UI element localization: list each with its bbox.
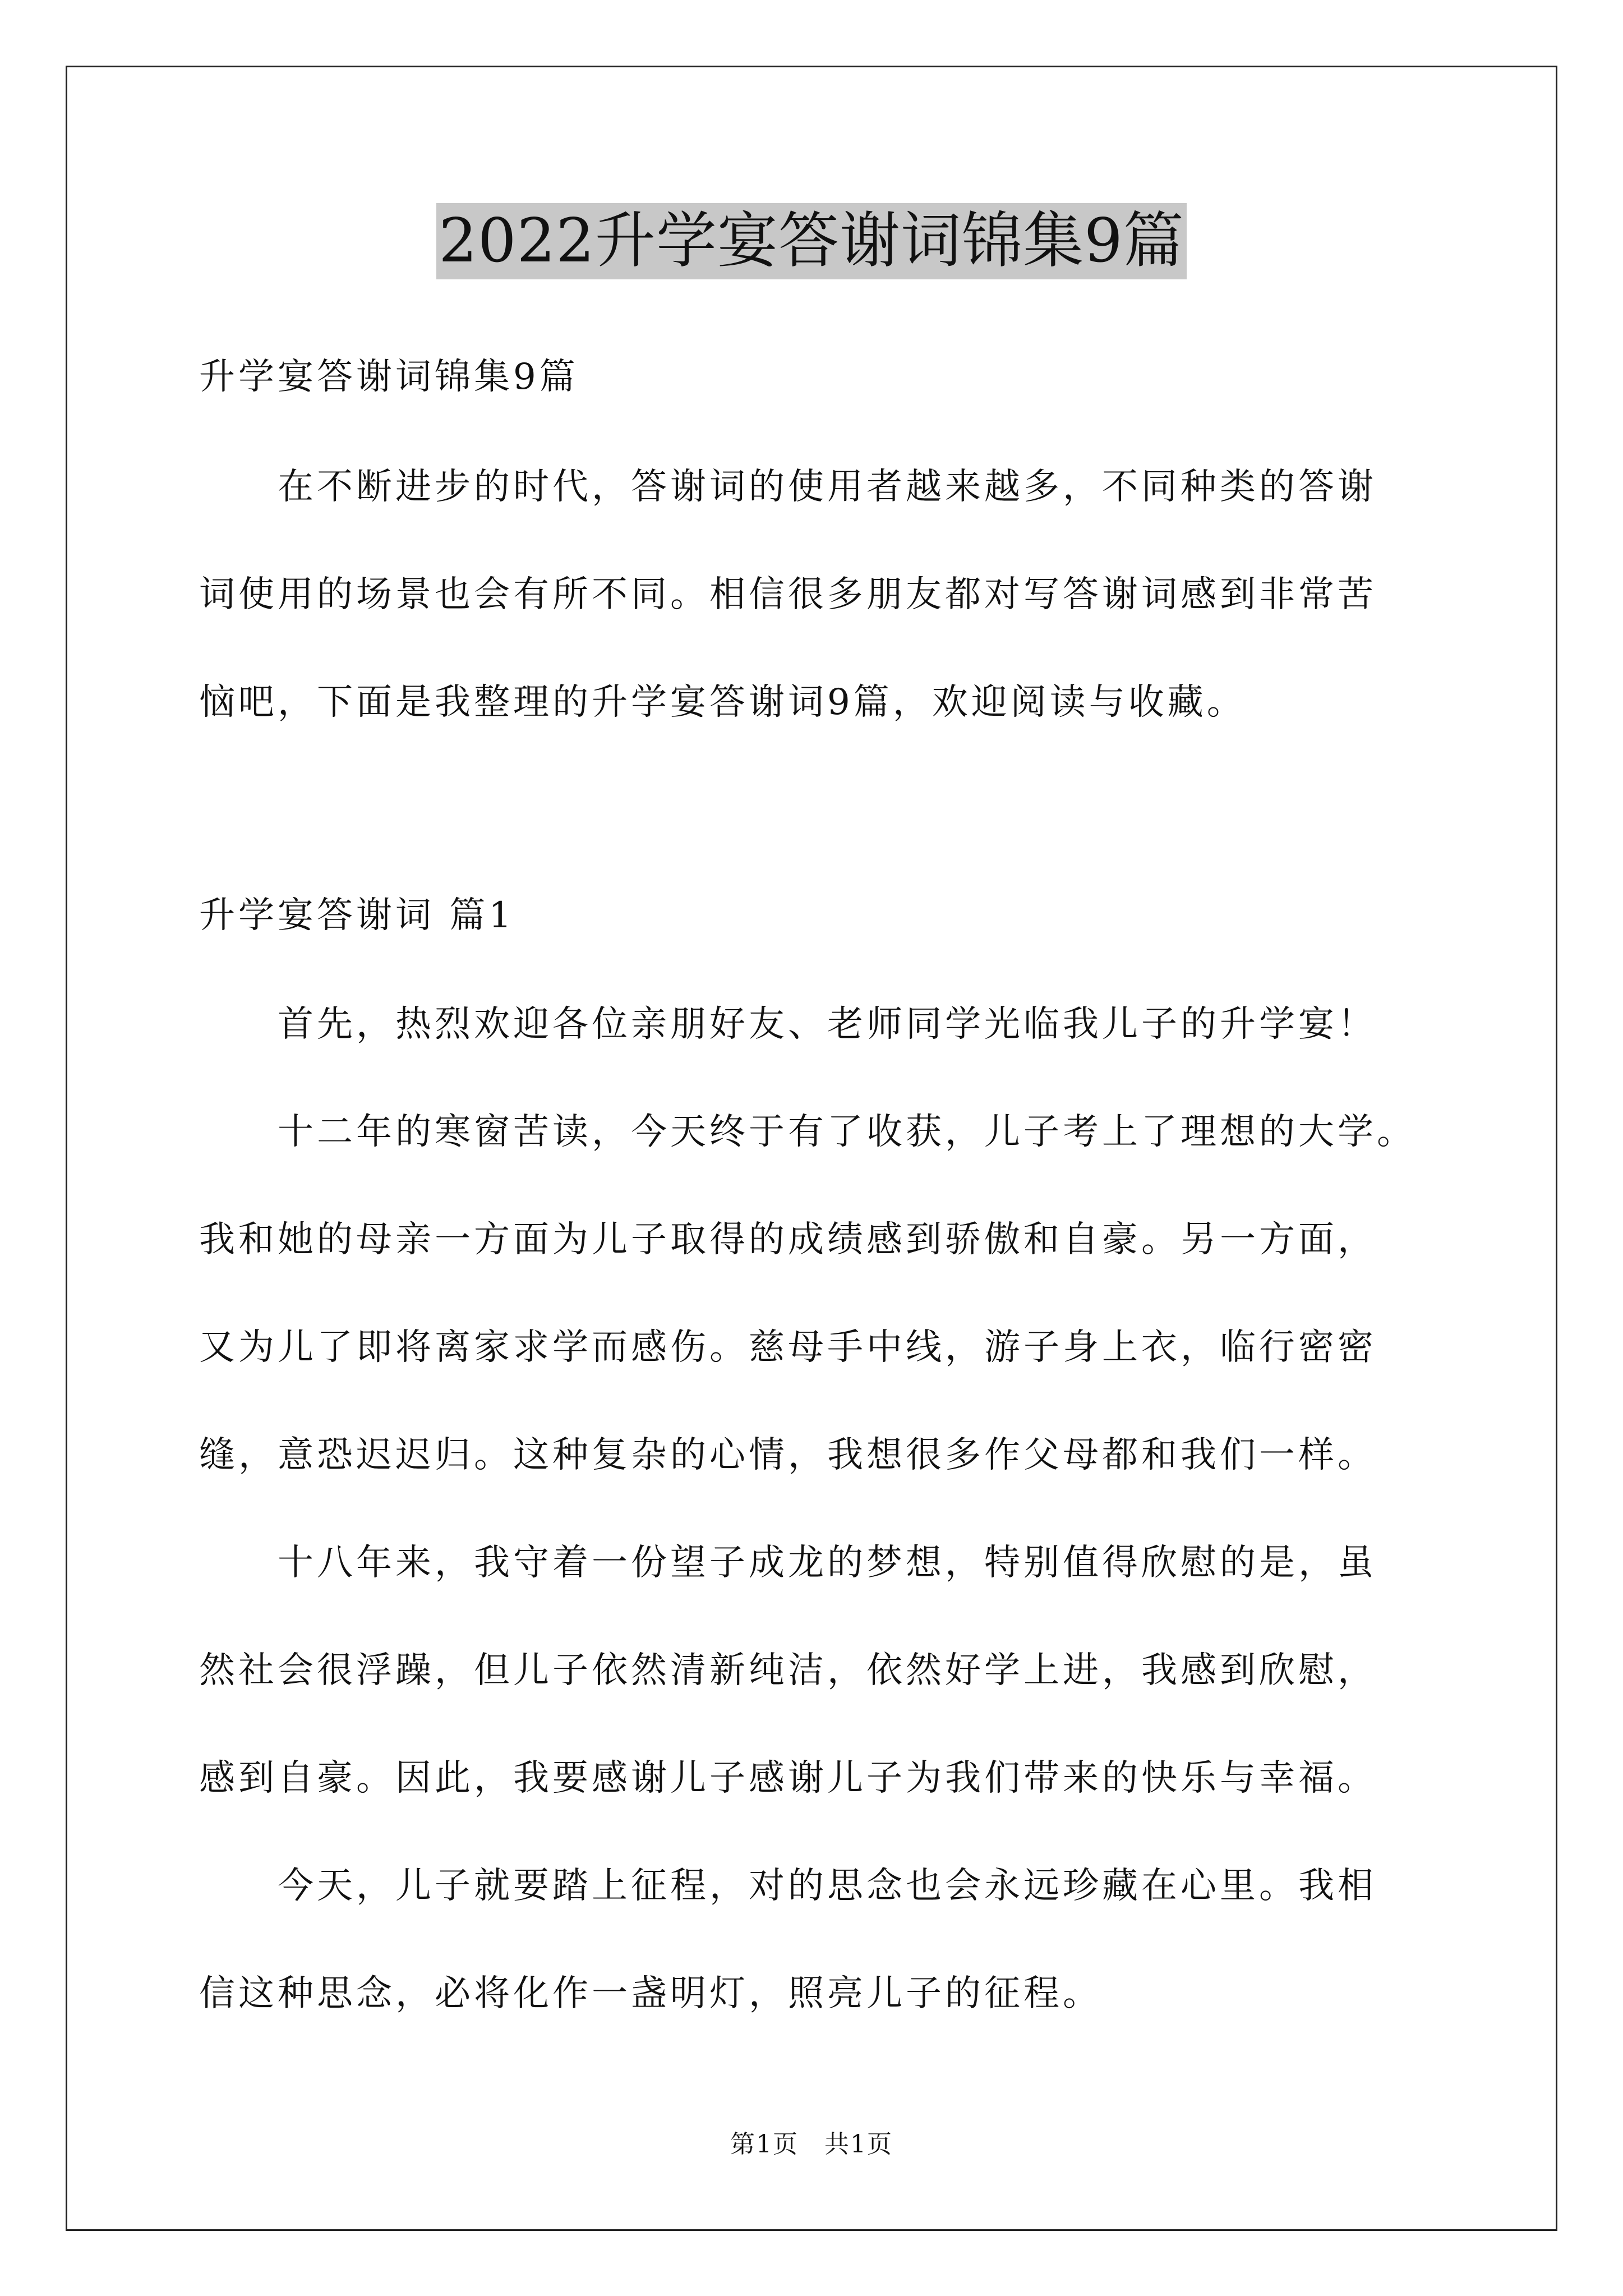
intro-line-3: 恼吧，下面是我整理的升学宴答谢词9篇，欢迎阅读与收藏。	[199, 682, 1246, 723]
paragraph-line: 缝，意恐迟迟归。这种复杂的心情，我想很多作父母都和我们一样。	[199, 1434, 1377, 1476]
paragraph-line: 十二年的寒窗苦读，今天终于有了收获，儿子考上了理想的大学。	[278, 1111, 1416, 1153]
intro-line-1: 在不断进步的时代，答谢词的使用者越来越多，不同种类的答谢	[278, 466, 1377, 508]
document-subtitle: 升学宴答谢词锦集9篇	[199, 356, 579, 398]
document-title: 2022升学宴答谢词锦集9篇	[436, 203, 1187, 279]
paragraph-line: 十八年来，我守着一份望子成龙的梦想，特别值得欣慰的是，虽	[278, 1542, 1377, 1584]
intro-line-2: 词使用的场景也会有所不同。相信很多朋友都对写答谢词感到非常苦	[199, 574, 1377, 615]
paragraph-line: 感到自豪。因此，我要感谢儿子感谢儿子为我们带来的快乐与幸福。	[199, 1757, 1377, 1799]
paragraph-line: 信这种思念，必将化作一盏明灯，照亮儿子的征程。	[199, 1973, 1102, 2014]
paragraph-line: 今天，儿子就要踏上征程，对的思念也会永远珍藏在心里。我相	[278, 1865, 1377, 1907]
paragraph-line: 又为儿了即将离家求学而感伤。慈母手中线，游子身上衣，临行密密	[199, 1327, 1377, 1368]
paragraph-line: 然社会很浮躁，但儿子依然清新纯洁，依然好学上进，我感到欣慰，	[199, 1650, 1377, 1691]
paragraph-line: 我和她的母亲一方面为儿子取得的成绩感到骄傲和自豪。另一方面，	[199, 1219, 1377, 1260]
title-wrap	[0, 203, 1623, 279]
section-heading: 升学宴答谢词 篇1	[199, 895, 515, 936]
page-footer: 第1页 共1页	[730, 2130, 893, 2159]
paragraph-line: 首先，热烈欢迎各位亲朋好友、老师同学光临我儿子的升学宴！	[278, 1004, 1377, 1045]
